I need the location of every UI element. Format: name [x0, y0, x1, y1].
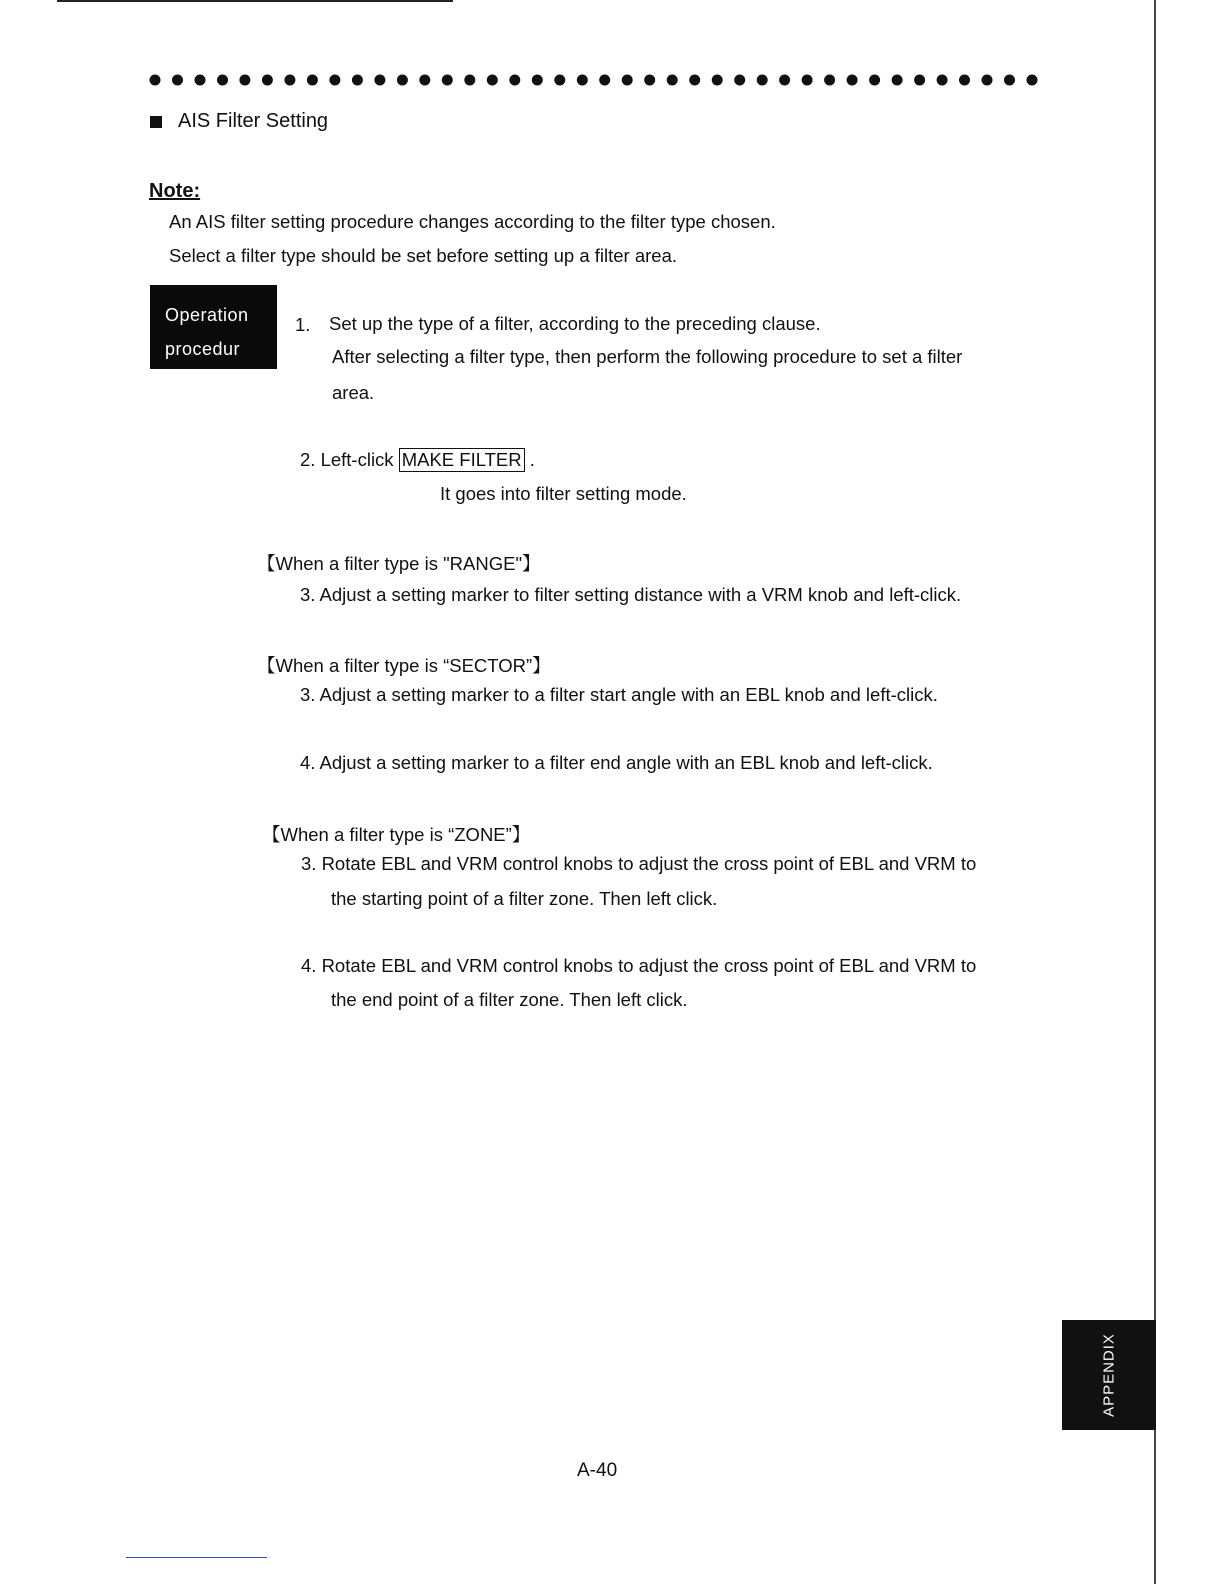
divider-dot [937, 75, 948, 86]
note-label: Note: [149, 180, 201, 202]
zone-step-3-line-1: 3. Rotate EBL and VRM control knobs to adjust the cross point of EBL and VRM to [301, 853, 977, 874]
divider-dot [689, 75, 700, 86]
make-filter-button[interactable]: MAKE FILTER [399, 448, 525, 472]
step-1-text: Set up the type of a filter, according to the preceding clause. [329, 313, 821, 334]
divider-dot [307, 75, 318, 86]
divider-dot [869, 75, 880, 86]
step-1-line-3: area. [332, 382, 375, 403]
step-1-number: 1. [295, 314, 311, 335]
sector-step-3: 3. Adjust a setting marker to a filter start angle with an EBL knob and left-click. [300, 684, 938, 705]
step-2-prefix: 2. Left-click [300, 449, 394, 470]
divider-dot [262, 75, 273, 86]
range-header: 【When a filter type is "RANGE"】 [257, 553, 541, 574]
section-title: AIS Filter Setting [178, 110, 329, 132]
section-heading [150, 110, 328, 133]
page-number: A-40 [577, 1460, 618, 1481]
divider-dot [959, 75, 970, 86]
divider-dot [419, 75, 430, 86]
divider-dot [487, 75, 498, 86]
divider-dot [847, 75, 858, 86]
divider-dot [982, 75, 993, 86]
divider-dot [284, 75, 295, 86]
zone-step-4-line-2: the end point of a filter zone. Then left click. [331, 989, 688, 1010]
divider-dot [374, 75, 385, 86]
step-1-line-2: After selecting a filter type, then perform the following procedure to set a filter [332, 346, 963, 367]
divider-dot [239, 75, 250, 86]
divider-dot [779, 75, 790, 86]
divider-dot [464, 75, 475, 86]
divider-dot [352, 75, 363, 86]
divider-dot [577, 75, 588, 86]
bottom-rule [126, 1557, 267, 1558]
divider-dot [734, 75, 745, 86]
divider-dot [824, 75, 835, 86]
square-bullet-icon [150, 116, 162, 128]
divider-dot [329, 75, 340, 86]
step-2-suffix: . [529, 449, 535, 470]
divider-dot [599, 75, 610, 86]
step-2 [300, 448, 535, 472]
zone-step-4-line-1: 4. Rotate EBL and VRM control knobs to adjust the cross point of EBL and VRM to [301, 955, 977, 976]
dot-divider [149, 70, 1039, 90]
divider-dot [397, 75, 408, 86]
appendix-side-tab [1062, 1320, 1156, 1430]
divider-dot [509, 75, 520, 86]
sector-step-4: 4. Adjust a setting marker to a filter end angle with an EBL knob and left-click. [300, 752, 933, 773]
zone-header: 【When a filter type is “ZONE”】 [262, 824, 531, 845]
divider-dot [667, 75, 678, 86]
range-step-3: 3. Adjust a setting marker to filter setting distance with a VRM knob and left-click. [300, 584, 962, 605]
note-line-1: An AIS filter setting procedure changes according to the filter type chosen. [169, 211, 776, 232]
sector-header: 【When a filter type is “SECTOR”】 [257, 655, 551, 676]
operation-box-line-1: Operation [165, 305, 249, 325]
appendix-tab-label: APPENDIX [1100, 1333, 1118, 1417]
divider-dot [622, 75, 633, 86]
top-rule [57, 0, 453, 2]
divider-dot [644, 75, 655, 86]
zone-step-3-line-2: the starting point of a filter zone. Then left click. [331, 888, 718, 909]
divider-dot [712, 75, 723, 86]
divider-dot [802, 75, 813, 86]
divider-dot [914, 75, 925, 86]
divider-dot [1004, 75, 1015, 86]
divider-dot [217, 75, 228, 86]
divider-dot [532, 75, 543, 86]
divider-dot [757, 75, 768, 86]
divider-dot [1027, 75, 1038, 86]
note-line-2: Select a filter type should be set before setting up a filter area. [169, 245, 678, 266]
divider-dot [442, 75, 453, 86]
divider-dot [172, 75, 183, 86]
operation-box-line-2: procedur [165, 339, 241, 359]
divider-dot [892, 75, 903, 86]
operation-procedure-box [150, 285, 277, 369]
divider-dot [150, 75, 161, 86]
step-2-result: It goes into filter setting mode. [440, 483, 687, 504]
divider-dot [554, 75, 565, 86]
divider-dot [195, 75, 206, 86]
